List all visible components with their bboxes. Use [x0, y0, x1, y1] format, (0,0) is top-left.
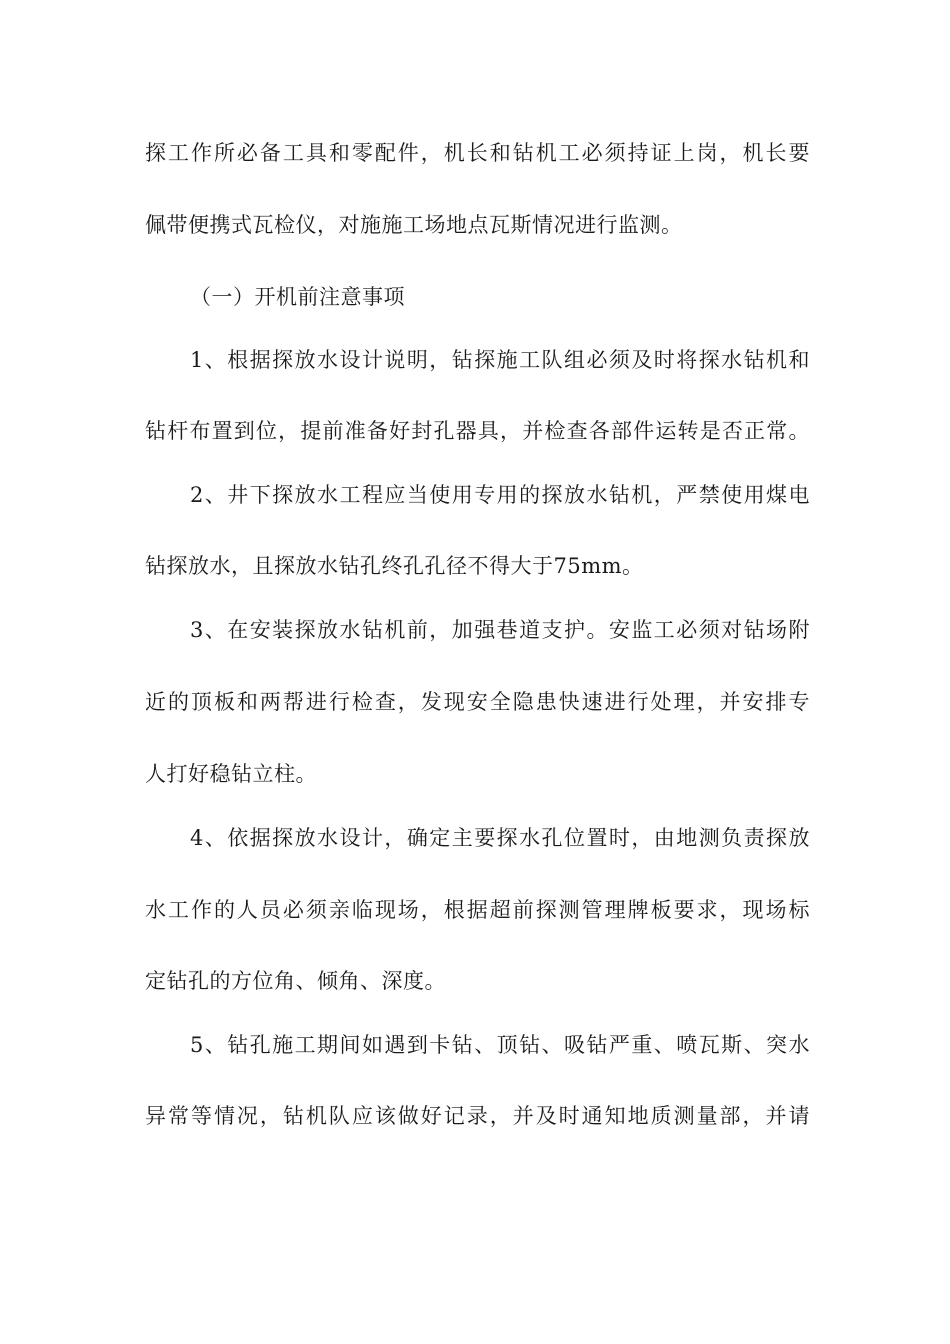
- paragraph-line: 钻杆布置到位，提前准备好封孔器具，并检查各部件运转是否正常。: [145, 419, 810, 443]
- paragraph-line: 4、依据探放水设计，确定主要探水孔位置时，由地测负责探放: [190, 826, 810, 850]
- paragraph-line: 2、井下探放水工程应当使用专用的探放水钻机，严禁使用煤电: [190, 483, 810, 507]
- paragraph-line: 定钻孔的方位角、倾角、深度。: [145, 969, 446, 993]
- paragraph-line: 3、在安装探放水钻机前，加强巷道支护。安监工必须对钻场附: [190, 618, 810, 642]
- paragraph-line: 1、根据探放水设计说明，钻探施工队组必须及时将探水钻机和: [190, 348, 810, 372]
- paragraph-line: 异常等情况，钻机队应该做好记录，并及时通知地质测量部，并请: [145, 1104, 810, 1128]
- paragraph-line: 探工作所必备工具和零配件，机长和钻机工必须持证上岗，机长要: [145, 141, 810, 165]
- paragraph-line: 水工作的人员必须亲临现场，根据超前探测管理牌板要求，现场标: [145, 898, 810, 922]
- paragraph-line: 5、钻孔施工期间如遇到卡钻、顶钻、吸钻严重、喷瓦斯、突水: [190, 1033, 810, 1057]
- paragraph-line: 人打好稳钻立柱。: [145, 762, 317, 786]
- section-heading: （一）开机前注意事项: [190, 285, 405, 309]
- paragraph-line: 佩带便携式瓦检仪，对施施工场地点瓦斯情况进行监测。: [145, 213, 683, 237]
- paragraph-line: 钻探放水，且探放水钻孔终孔孔径不得大于75mm。: [145, 554, 644, 578]
- paragraph-line: 近的顶板和两帮进行检查，发现安全隐患快速进行处理，并安排专: [145, 690, 810, 714]
